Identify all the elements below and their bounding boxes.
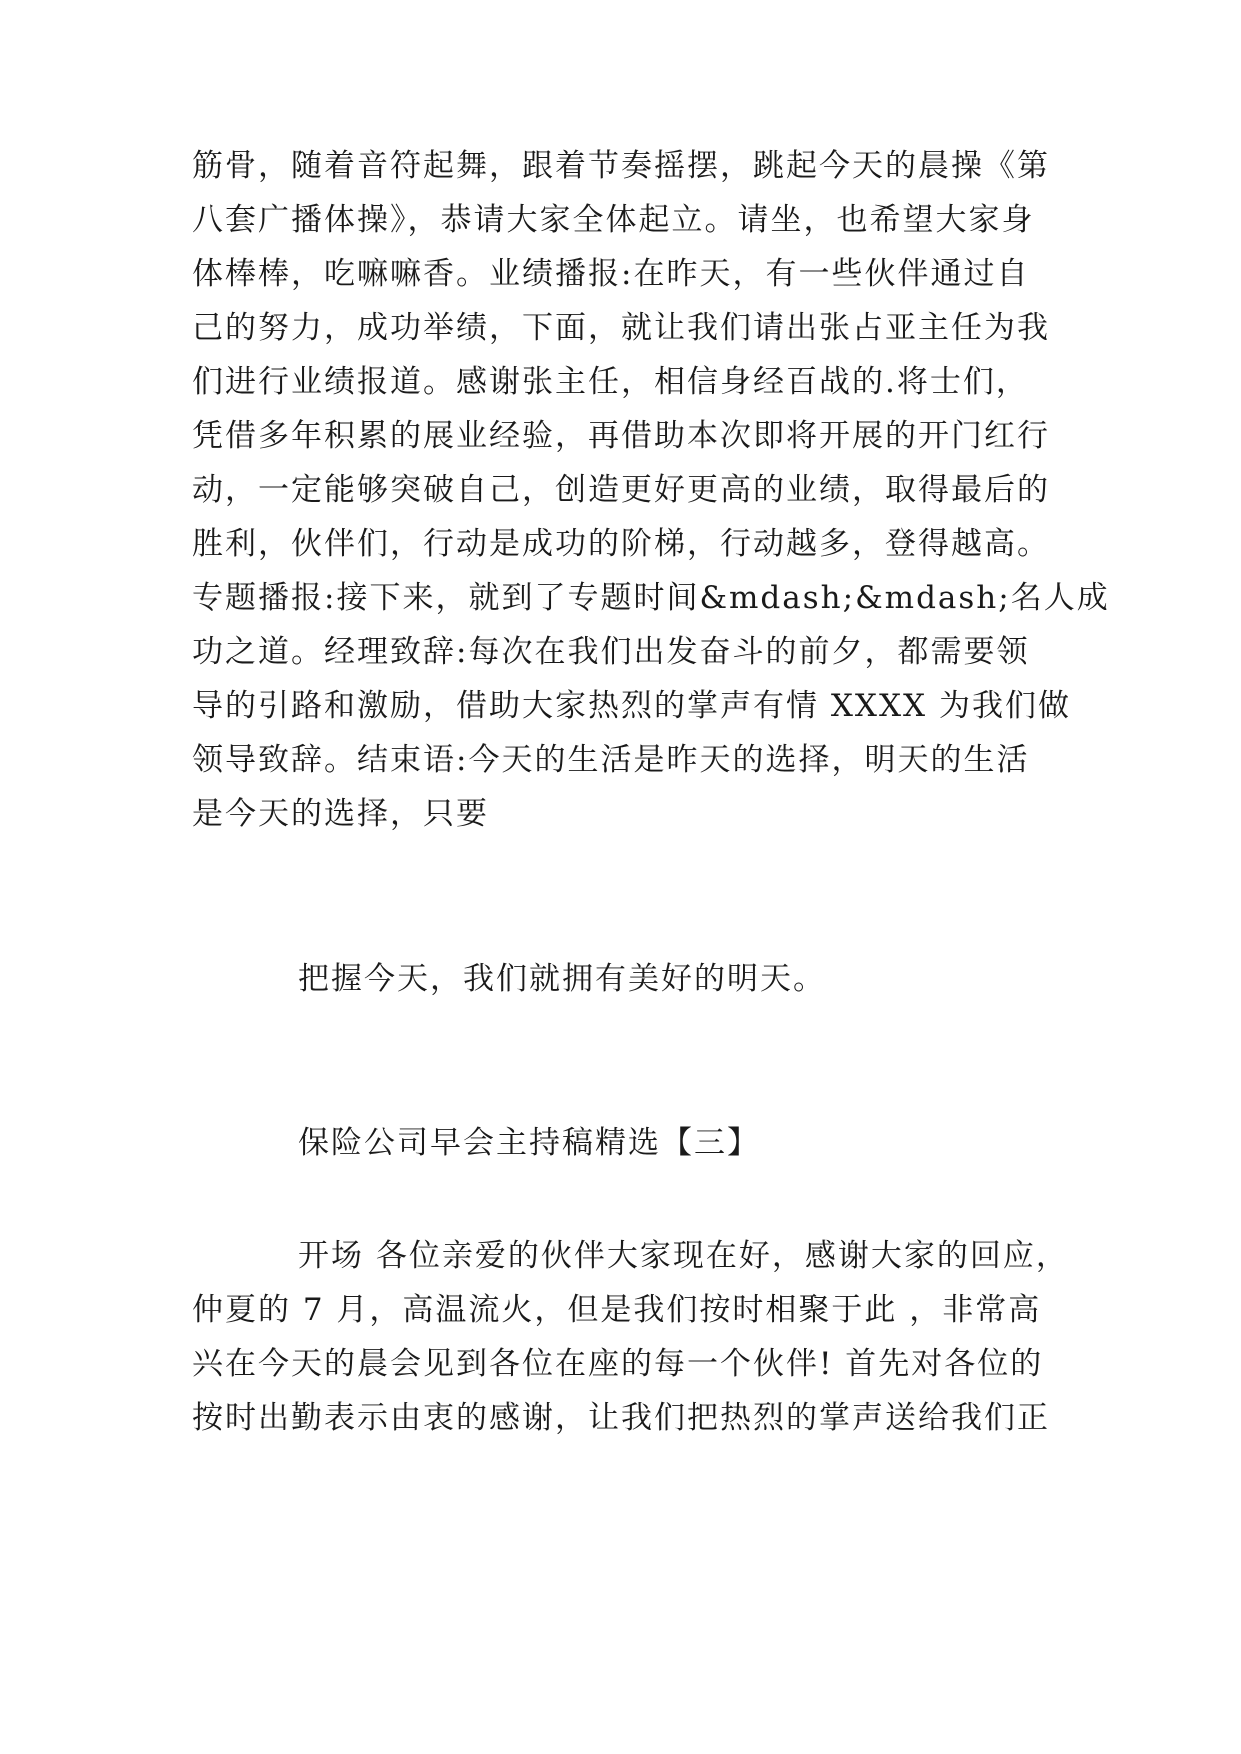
paragraph-line: 体棒棒，吃嘛嘛香。业绩播报:在昨天，有一些伙伴通过自: [192, 256, 1030, 292]
closing-line: 把握今天，我们就拥有美好的明天。: [298, 961, 826, 997]
paragraph-line: 筋骨，随着音符起舞，跟着节奏摇摆，跳起今天的晨操《第: [192, 148, 1050, 184]
paragraph-line: 己的努力，成功举绩，下面，就让我们请出张占亚主任为我: [192, 310, 1050, 346]
paragraph-line: 们进行业绩报道。感谢张主任，相信身经百战的.将士们，: [192, 364, 1029, 400]
paragraph-line: 专题播报:接下来，就到了专题时间&mdash;&mdash;名人成: [192, 580, 1110, 616]
paragraph-line: 兴在今天的晨会见到各位在座的每一个伙伴! 首先对各位的: [192, 1346, 1044, 1382]
paragraph-line: 是今天的选择，只要: [192, 796, 489, 832]
paragraph-line: 胜利，伙伴们，行动是成功的阶梯，行动越多，登得越高。: [192, 526, 1050, 562]
section-heading: 保险公司早会主持稿精选【三】: [298, 1125, 760, 1161]
paragraph-line: 凭借多年积累的展业经验，再借助本次即将开展的开门红行: [192, 418, 1050, 454]
paragraph-line: 动，一定能够突破自己，创造更好更高的业绩，取得最后的: [192, 472, 1050, 508]
paragraph-line: 功之道。经理致辞:每次在我们出发奋斗的前夕，都需要领: [192, 634, 1030, 670]
paragraph-line: 导的引路和激励，借助大家热烈的掌声有情 XXXX 为我们做: [192, 688, 1071, 724]
paragraph-line: 仲夏的 7 月，高温流火，但是我们按时相聚于此 ，非常高: [192, 1292, 1042, 1328]
paragraph-line: 领导致辞。结束语:今天的生活是昨天的选择，明天的生活: [192, 742, 1030, 778]
paragraph-line: 八套广播体操》，恭请大家全体起立。请坐，也希望大家身: [192, 202, 1035, 238]
paragraph-line: 按时出勤表示由衷的感谢，让我们把热烈的掌声送给我们正: [192, 1400, 1050, 1436]
paragraph-line: 开场 各位亲爱的伙伴大家现在好，感谢大家的回应，: [298, 1238, 1069, 1274]
